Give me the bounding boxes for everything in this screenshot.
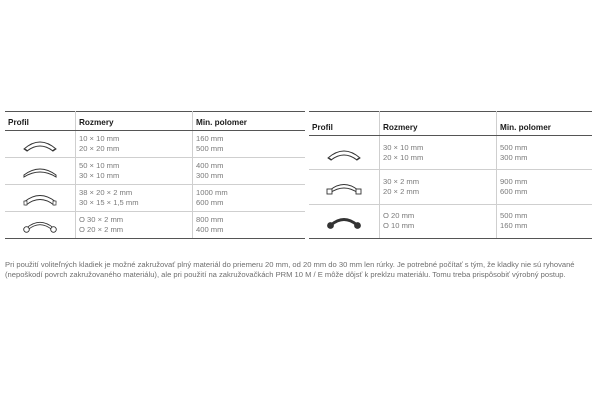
- dimensions-cell: [76, 212, 193, 239]
- dimension-value: 38 × 20 × 2 mm: [79, 188, 133, 197]
- dimension-value: 30 × 2 mm: [383, 177, 420, 187]
- radius-value: 500 mm: [500, 142, 528, 152]
- dimensions-cell: [380, 204, 497, 238]
- dimensions-cell: [76, 131, 193, 158]
- profile-cell: [5, 131, 76, 158]
- flat-bar-arc-icon: [325, 145, 363, 161]
- dimension-value: 10 × 10 mm: [79, 134, 120, 143]
- table-row: [309, 204, 592, 238]
- table-row: [5, 131, 305, 158]
- radius-value: 160 mm: [196, 134, 224, 143]
- radius-value: 160 mm: [500, 221, 528, 231]
- radius-value: 300 mm: [500, 152, 528, 162]
- radius-cell: [193, 185, 306, 212]
- radius-value: 400 mm: [196, 161, 224, 170]
- round-tube-arc-icon: [21, 217, 59, 233]
- dimension-value: 20 × 10 mm: [383, 152, 424, 162]
- header-min-radius: Min. polomer: [193, 112, 306, 131]
- table-row: [5, 158, 305, 185]
- dimension-value: O 20 × 2 mm: [79, 225, 124, 234]
- radius-value: 500 mm: [500, 211, 528, 221]
- radius-cell: [193, 212, 306, 239]
- dimension-value: O 30 × 2 mm: [79, 215, 124, 224]
- profile-cell: [309, 204, 380, 238]
- profiles-table-right: [309, 111, 592, 239]
- profile-cell: [5, 158, 76, 185]
- radius-value: 500 mm: [196, 144, 224, 153]
- wide-flat-arc-icon: [21, 163, 59, 179]
- table-header-row: [5, 112, 305, 131]
- radius-cell: [193, 131, 306, 158]
- radius-cell: [193, 158, 306, 185]
- header-profile: Profil: [5, 112, 76, 131]
- profile-cell: [5, 185, 76, 212]
- radius-value: 300 mm: [196, 171, 224, 180]
- dimension-value: O 20 mm: [383, 211, 415, 221]
- square-tube-arc-icon: [325, 179, 363, 195]
- radius-value: 1000 mm: [196, 188, 228, 197]
- radius-value: 600 mm: [196, 198, 224, 207]
- dimension-value: 50 × 10 mm: [79, 161, 120, 170]
- radius-value: 400 mm: [196, 225, 224, 234]
- radius-value: 600 mm: [500, 187, 528, 197]
- table-row: [5, 212, 305, 239]
- header-dimensions: Rozmery: [76, 112, 193, 131]
- radius-cell: [497, 136, 593, 170]
- round-bar-arc-icon: [325, 213, 363, 229]
- table-header-row: [309, 112, 592, 136]
- rect-tube-arc-icon: [21, 190, 59, 206]
- radius-value: 800 mm: [196, 215, 224, 224]
- table-row: [309, 170, 592, 204]
- dimension-value: 20 × 2 mm: [383, 187, 420, 197]
- dimensions-cell: [380, 170, 497, 204]
- dimension-value: 30 × 10 mm: [383, 142, 424, 152]
- dimensions-cell: [380, 136, 497, 170]
- profile-cell: [309, 136, 380, 170]
- profiles-table-left: [5, 111, 305, 239]
- header-min-radius: Min. polomer: [497, 112, 593, 136]
- flat-bar-arc-icon: [21, 136, 59, 152]
- dimensions-cell: [76, 185, 193, 212]
- radius-cell: [497, 204, 593, 238]
- radius-cell: [497, 170, 593, 204]
- radius-value: 900 mm: [500, 177, 528, 187]
- dimension-value: O 10 mm: [383, 221, 415, 231]
- footnote-text: Pri použití voliteľných kladiek je možné zakružovať plný materiál do priemeru 20 mm, od 20 mm do 30 mm len rúrky. Je potrebné počítať s tým, že kladky nie sú ryhované (nepoškodí povrch zakružovaného materiálu), ale pri použití na zakružovačkách PRM 10 M / E môže dôjsť k preklzu materiálu. Tomu treba prispôsobiť výrobný postup.: [5, 259, 575, 280]
- header-dimensions: Rozmery: [380, 112, 497, 136]
- profile-cell: [309, 170, 380, 204]
- table-row: [5, 185, 305, 212]
- profile-cell: [5, 212, 76, 239]
- dimension-value: 20 × 20 mm: [79, 144, 120, 153]
- table-row: [309, 136, 592, 170]
- header-profile: Profil: [309, 112, 380, 136]
- profiles-tables: [5, 111, 592, 239]
- dimensions-cell: [76, 158, 193, 185]
- dimension-value: 30 × 15 × 1,5 mm: [79, 198, 139, 207]
- dimension-value: 30 × 10 mm: [79, 171, 120, 180]
